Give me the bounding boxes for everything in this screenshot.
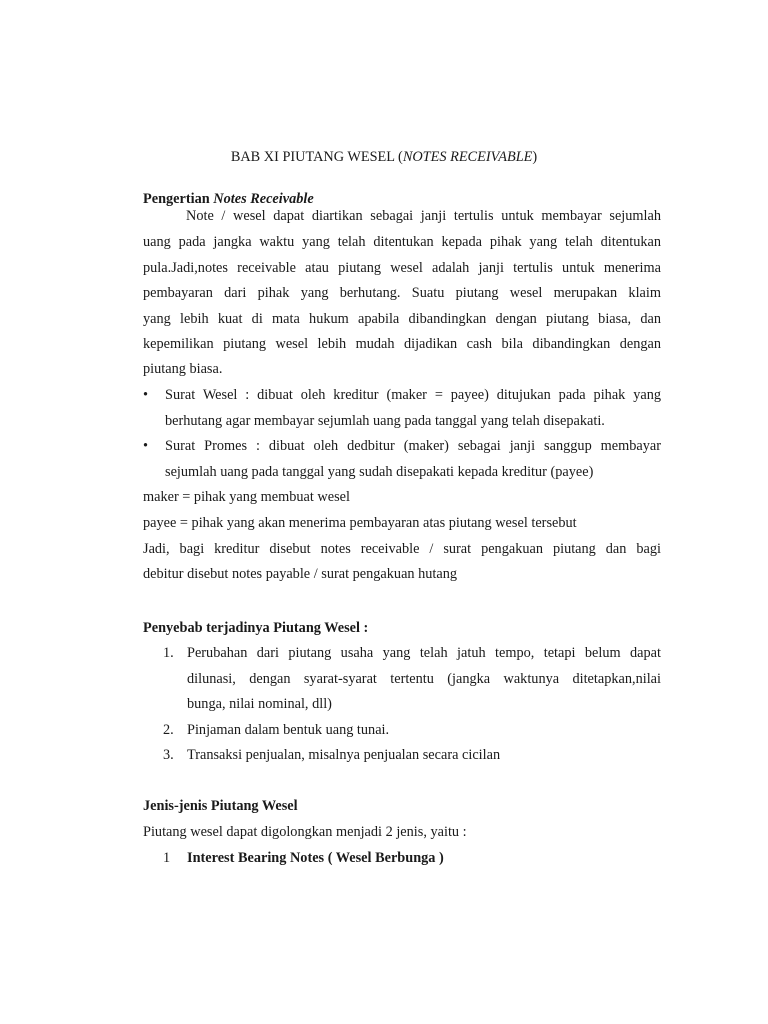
section-heading-penyebab: Penyebab terjadinya Piutang Wesel : xyxy=(143,620,369,636)
paragraph-line: kepemilikan piutang wesel lebih mudah dijadikan cash bila dibandingkan dengan xyxy=(143,336,661,352)
list-number: 1 xyxy=(163,850,171,866)
bullet-marker: • xyxy=(143,387,149,403)
title-prefix: BAB XI PIUTANG WESEL ( xyxy=(230,149,403,165)
closing-line: Jadi, bagi kreditur disebut notes receivable / surat pengakuan piutang dan bagi xyxy=(143,541,661,557)
bullet-marker: • xyxy=(143,438,149,454)
definition-line: maker = pihak yang membuat wesel xyxy=(143,489,350,505)
bullet-line: sejumlah uang pada tanggal yang sudah disepakati kepada kreditur (payee) xyxy=(165,464,594,480)
list-number: 1. xyxy=(163,645,174,661)
list-item-line: Pinjaman dalam bentuk uang tunai. xyxy=(187,722,390,738)
bullet-line: Surat Promes : dibuat oleh dedbitur (maker) sebagai janji sanggup membayar xyxy=(165,438,661,454)
section-intro: Piutang wesel dapat digolongkan menjadi 2 jenis, yaitu : xyxy=(143,824,467,840)
list-item-label: Interest Bearing Notes ( Wesel Berbunga ) xyxy=(187,850,444,866)
list-item-line: Perubahan dari piutang usaha yang telah jatuh tempo, tetapi belum dapat xyxy=(187,645,661,661)
document-title xyxy=(0,148,768,166)
list-number: 3. xyxy=(163,747,174,763)
title-suffix: ) xyxy=(532,149,538,165)
heading-prefix: Pengertian xyxy=(143,191,214,207)
list-number: 2. xyxy=(163,722,174,738)
section-heading-pengertian xyxy=(143,190,314,208)
definition-line: payee = pihak yang akan menerima pembayaran atas piutang wesel tersebut xyxy=(143,515,577,531)
bullet-line: Surat Wesel : dibuat oleh kreditur (maker = payee) ditujukan pada pihak yang xyxy=(165,387,661,403)
paragraph-line: pembayaran dari pihak yang berhutang. Suatu piutang wesel merupakan klaim xyxy=(143,285,661,301)
bullet-line: berhutang agar membayar sejumlah uang pada tanggal yang telah disepakati. xyxy=(165,413,605,429)
list-item-line: dilunasi, dengan syarat-syarat tertentu (jangka waktunya ditetapkan,nilai xyxy=(187,671,661,687)
paragraph-line: Note / wesel dapat diartikan sebagai janji tertulis untuk membayar sejumlah xyxy=(186,208,661,224)
list-item-line: bunga, nilai nominal, dll) xyxy=(187,696,332,712)
section-heading-jenis: Jenis-jenis Piutang Wesel xyxy=(143,798,298,814)
closing-line: debitur disebut notes payable / surat pengakuan hutang xyxy=(143,566,458,582)
list-item-line: Transaksi penjualan, misalnya penjualan secara cicilan xyxy=(187,747,501,763)
paragraph-line: uang pada jangka waktu yang telah ditentukan kepada pihak yang telah ditentukan xyxy=(143,234,661,250)
title-italic: NOTES RECEIVABLE xyxy=(402,149,533,165)
paragraph-line: yang lebih kuat di mata hukum apabila dibandingkan dengan piutang biasa, dan xyxy=(143,311,661,327)
paragraph-line: pula.Jadi,notes receivable atau piutang wesel adalah janji tertulis untuk menerima xyxy=(143,260,661,276)
heading-italic: Notes Receivable xyxy=(213,191,314,207)
paragraph-line: piutang biasa. xyxy=(143,361,223,377)
